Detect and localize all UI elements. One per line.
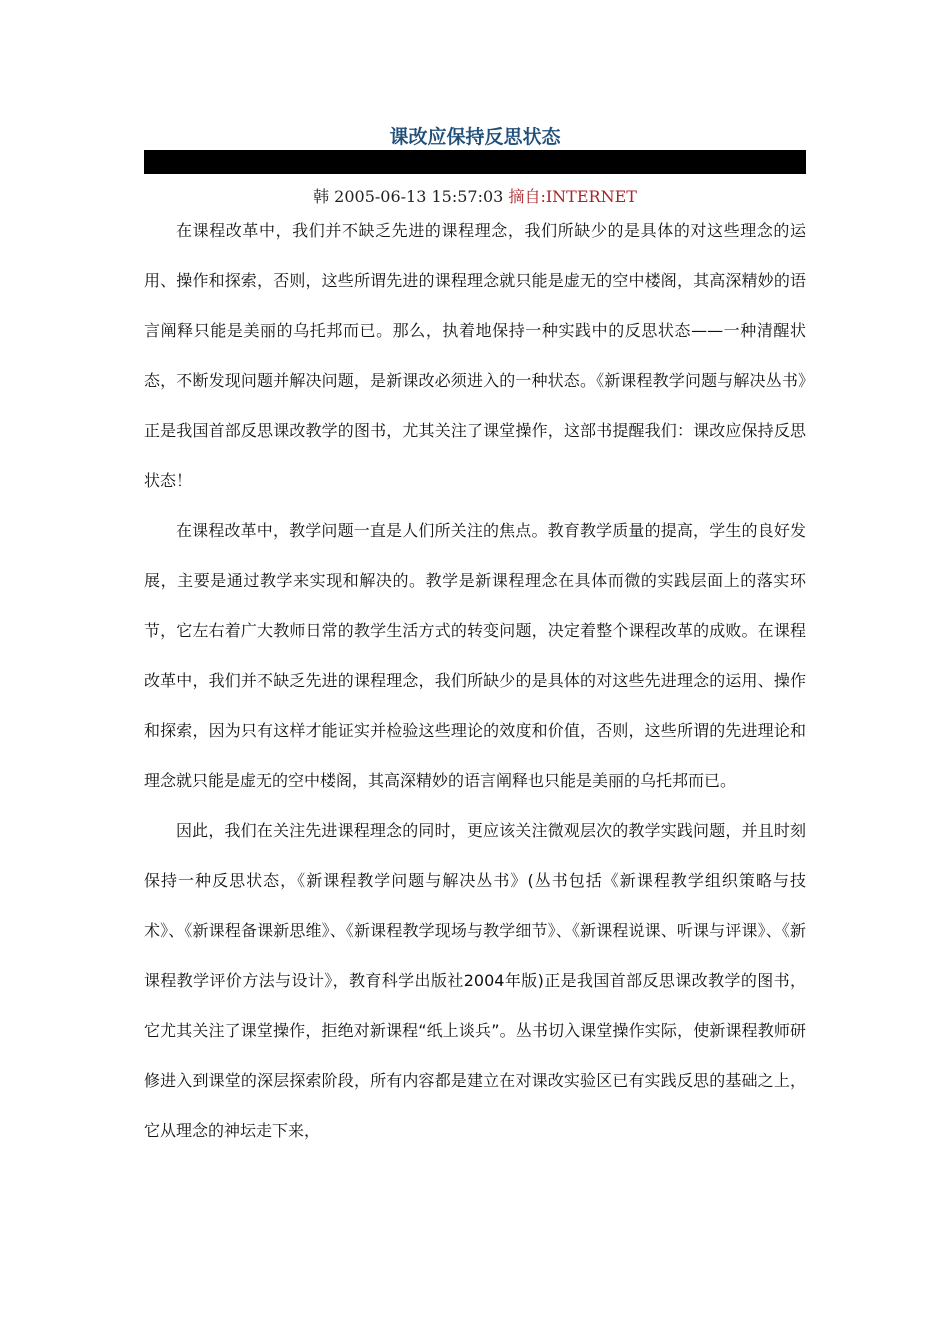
article-title: 课改应保持反思状态 [389,126,561,148]
paragraph: 因此，我们在关注先进课程理念的同时，更应该关注微观层次的教学实践问题，并且时刻保持一种反思状态，《新课程教学问题与解决丛书》(丛书包括《新课程教学组织策略与技术》、《新课程备课新思维》、《新课程教学现场与教学细节》、《新课程说课、听课与评课》、《新课程教学评价方法与设计》，教育科学出版社2004年版)正是我国首部反思课改教学的图书，它尤其关注了课堂操作，拒绝对新课程“纸上谈兵”。丛书切入课堂操作实际，使新课程教师研修进入到课堂的深层探索阶段，所有内容都是建立在对课改实验区已有实践反思的基础之上，它从理念的神坛走下来， [144,821,806,1140]
paragraph: 在课程改革中，我们并不缺乏先进的课程理念，我们所缺少的是具体的对这些理念的运用、操作和探索，否则，这些所谓先进的课程理念就只能是虚无的空中楼阁，其高深精妙的语言阐释只能是美丽的乌托邦而已。那么，执着地保持一种实践中的反思状态——一种清醒状态，不断发现问题并解决问题，是新课改必须进入的一种状态。《新课程教学问题与解决丛书》正是我国首部反思课改教学的图书，尤其关注了课堂操作，这部书提醒我们：课改应保持反思状态！ [144,221,806,490]
paragraph: 在课程改革中，教学问题一直是人们所关注的焦点。教育教学质量的提高，学生的良好发展，主要是通过教学来实现和解决的。教学是新课程理念在具体而微的实践层面上的落实环节，它左右着广大教师日常的教学生活方式的转变问题，决定着整个课程改革的成败。在课程改革中，我们并不缺乏先进的课程理念，我们所缺少的是具体的对这些先进理念的运用、操作和探索，因为只有这样才能证实并检验这些理论的效度和价值，否则，这些所谓的先进理论和理念就只能是虚无的空中楼阁，其高深精妙的语言阐释也只能是美丽的乌托邦而已。 [144,521,806,790]
author-datetime: 韩 2005-06-13 15:57:03 [313,187,504,206]
article-source: 摘自:INTERNET [508,187,637,206]
article-body [144,206,806,1156]
title-divider-bar [144,150,806,174]
